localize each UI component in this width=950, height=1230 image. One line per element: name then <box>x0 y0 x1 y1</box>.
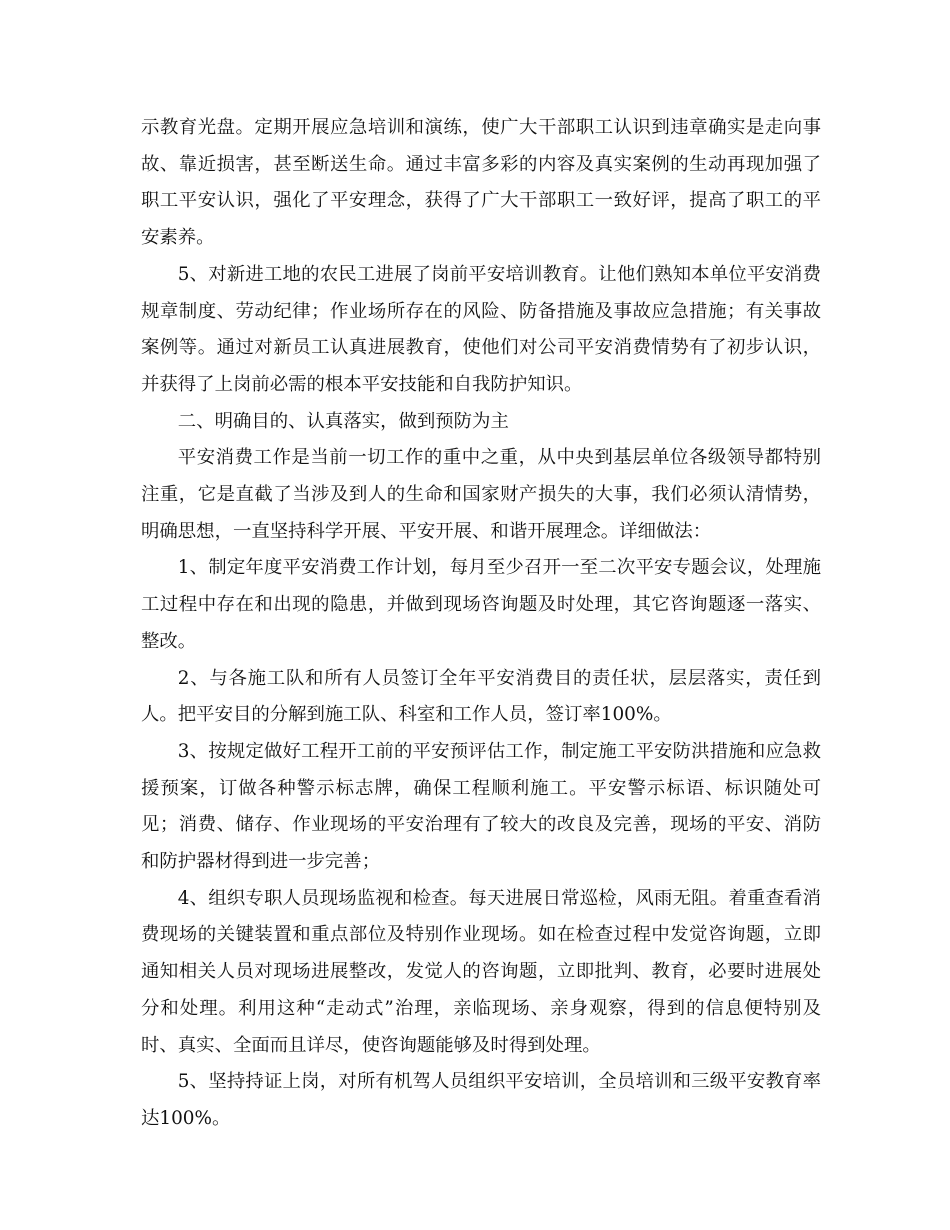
paragraph-item-1: 1、制定年度平安消费工作计划，每月至少召开一至二次平安专题会议，处理施工过程中存在和出现的隐患，并做到现场咨询题及时处理，其它咨询题逐一落实、整改。 <box>141 557 821 652</box>
document-page <box>141 110 821 1138</box>
paragraph-continuation: 示教育光盘。定期开展应急培训和演练，使广大干部职工认识到违章确实是走向事故、靠近损害，甚至断送生命。通过丰富多彩的内容及真实案例的生动再现加强了职工平安认识，强化了平安理念，获得了广大干部职工一致好评，提高了职工的平安素养。 <box>141 117 821 249</box>
paragraph-item-5: 5、坚持持证上岗，对所有机驾人员组织平安培训，全员培训和三级平安教育率达100%。 <box>141 1071 821 1129</box>
paragraph-item-3: 3、按规定做好工程开工前的平安预评估工作，制定施工平安防洪措施和应急救援预案，订做各种警示标志牌，确保工程顺利施工。平安警示标语、标识随处可见；消费、储存、作业现场的平安治理有了较大的改良及完善，现场的平安、消防和防护器材得到进一步完善； <box>141 740 821 873</box>
section-heading: 二、明确目的、认真落实，做到预防为主 <box>177 410 509 432</box>
paragraph-section-intro: 平安消费工作是当前一切工作的重中之重，从中央到基层单位各级领导都特别注重，它是直截了当涉及到人的生命和国家财产损失的大事，我们必须认清情势，明确思想，一直坚持科学开展、平安开展、和谐开展理念。详细做法： <box>141 447 821 542</box>
paragraph-item-2: 2、与各施工队和所有人员签订全年平安消费目的责任状，层层落实，责任到人。把平安目的分解到施工队、科室和工作人员，签订率100%。 <box>141 667 821 726</box>
paragraph-item-4: 4、组织专职人员现场监视和检查。每天进展日常巡检，风雨无阻。着重查看消费现场的关键装置和重点部位及特别作业现场。如在检查过程中发觉咨询题，立即通知相关人员对现场进展整改，发觉人的咨询题，立即批判、教育，必要时进展处分和处理。利用这种“走动式”治理，亲临现场、亲身观察，得到的信息便特别及时、真实、全面而且详尽，使咨询题能够及时得到处理。 <box>141 887 821 1056</box>
paragraph-item-5-migrant-training: 5、对新进工地的农民工进展了岗前平安培训教育。让他们熟知本单位平安消费规章制度、劳动纪律；作业场所存在的风险、防备措施及事故应急措施；有关事故案例等。通过对新员工认真进展教育，使他们对公司平安消费情势有了初步认识，并获得了上岗前必需的根本平安技能和自我防护知识。 <box>141 263 821 395</box>
